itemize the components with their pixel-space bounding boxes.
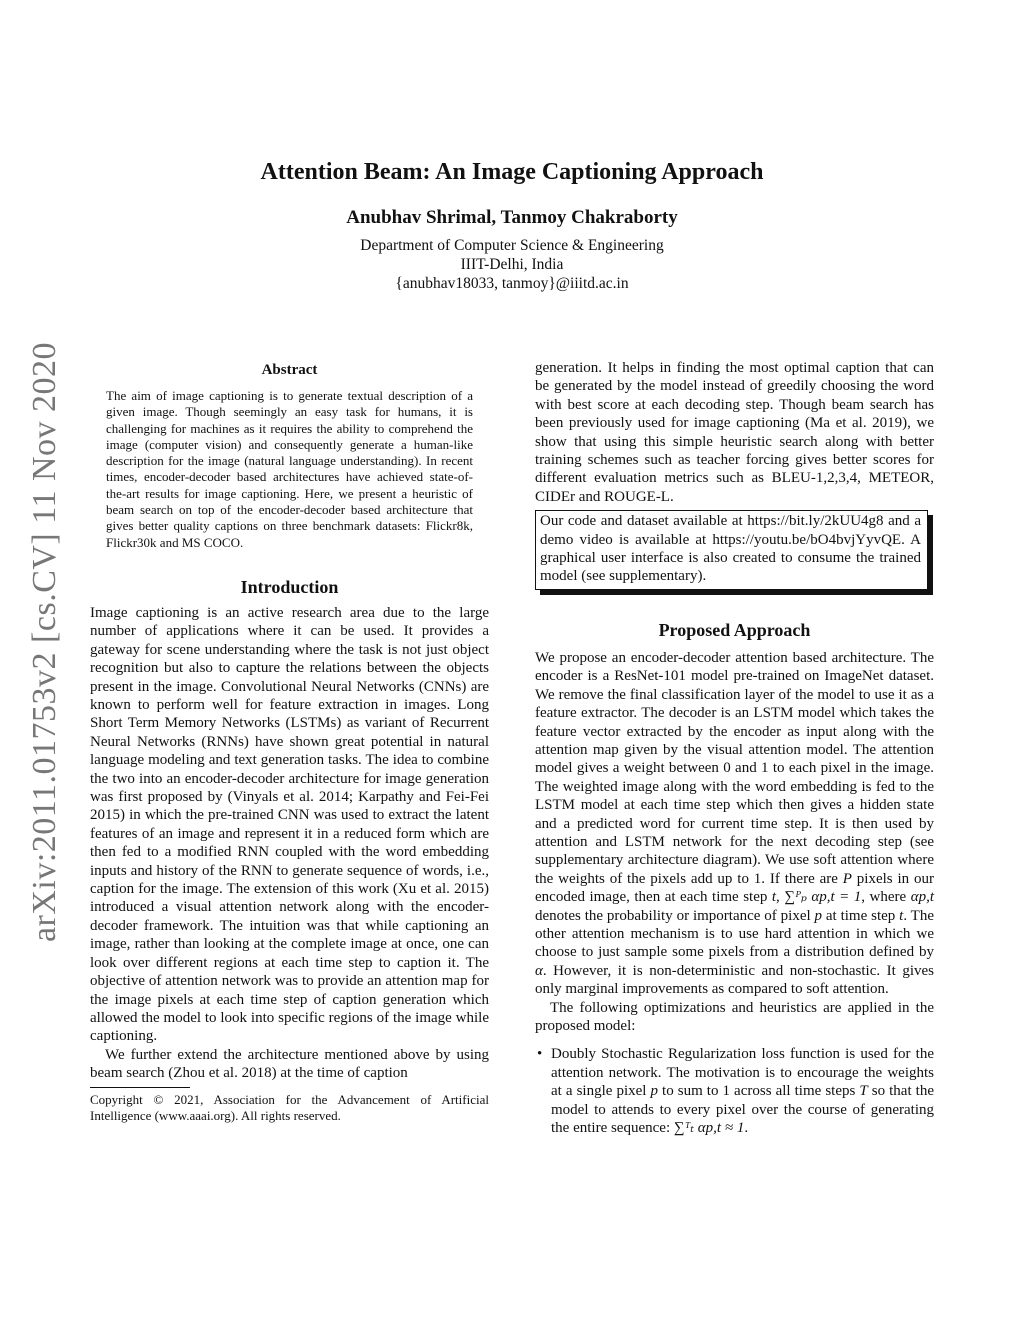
optimizations-list <box>535 1045 934 1137</box>
proposed-approach-paragraph-1: We propose an encoder-decoder attention based architecture. The encoder is a ResNet-101 model pre-trained on ImageNet dataset. We remove the final classification layer of the model to use it as a feature extractor. The decoder is an LSTM model which takes the feature vector extracted by the encoder as input along with the attention map given by the visual attention model. The attention model gives a weight between 0 and 1 to each pixel in the image. The weighted image along with the word embedding is fed to the LSTM model at each time step which then gives a hidden state and a predicted word for current time step. It is then used by attention and LSTM network for the next decoding step (see supplementary architecture diagram). We use soft attention where the weights of the pixels add up to 1. If there are P pixels in our encoded image, then at each time step t, ∑ᴾₚ αp,t = 1, where αp,t denotes the probability or importance of pixel p at time step t. The other attention mechanism is to use hard attention in which we choose to just sample some pixels from a distribution defined by α. However, it is non-deterministic and non-stochastic. It gives only marginal improvements as compared to soft attention. <box>535 649 934 998</box>
arxiv-side-label <box>26 341 63 943</box>
affiliation-block <box>0 236 1024 293</box>
introduction-paragraph-1: Image captioning is an active research area due to the large number of applications where it can be used. It provides a gateway for scene understanding where the task is not just object recognition but also to capture the relations between the objects present in the image. Convolutional Neural Networks (CNNs) are known to perform well for feature extraction in images. Long Short Term Memory Networks (LSTMs) as variant of Recurrent Neural Networks (RNNs) have shown great potential in natural language modeling and text generation tasks. The idea to combine the two into an encoder-decoder architecture for image generation was first proposed by (Vinyals et al. 2014; Karpathy and Fei-Fei 2015) in which the pre-trained CNN was used to extract the latent features of an image and represent it in a reduced form which are then fed to a modified RNN coupled with the word embedding inputs and history of the RNN to generate sequence of words, i.e., caption for the image. The extension of this work (Xu et al. 2015) introduced a visual attention network along with the encoder-decoder framework. The intuition was that while captioning an image, rather than looking at the complete image at once, one can look over different regions at each time step to caption it. The objective of attention network was to provide an attention map for the image pixels at each time step of caption generation which allowed the model to look into specific regions of the image while captioning. <box>90 604 489 1045</box>
proposed-approach-heading: Proposed Approach <box>658 619 811 640</box>
author-emails: {anubhav18033, tanmoy}@iiitd.ac.in <box>395 275 629 292</box>
introduction-heading: Introduction <box>240 576 339 597</box>
paper-title: Attention Beam: An Image Captioning Approach <box>260 159 764 185</box>
code-availability-text: Our code and dataset available at https://bit.ly/2kUU4g8 and a demo video is available at https://youtu.be/bO4bvjYyvQE. A graphical user interface is also created to consume the trained model (see supplementary). <box>540 513 921 585</box>
introduction-paragraph-2: We further extend the architecture mentioned above by using beam search (Zhou et al. 2018) at the time of caption <box>90 1046 489 1082</box>
footnote-rule <box>90 1087 190 1088</box>
right-column <box>535 359 934 1137</box>
sum-formula: ∑ᴾₚ αp,t = 1 <box>784 889 862 906</box>
list-item: • Doubly Stochastic Regularization loss function is used for the attention network. The motivation is to encourage the weights at a single pixel p to sum to 1 across all time steps T so that the model to attends to every pixel over the course of generating the entire sequence: ∑ᵀₜ αp,t ≈ 1. <box>535 1045 934 1137</box>
introduction-paragraph-2-continued: generation. It helps in finding the most optimal caption that can be generated by the model instead of greedily choosing the word with best score at each decoding step. Though beam search has been previously used for image captioning (Ma et al. 2019), we show that using this simple heuristic search along with better training schemes such as teacher forcing gives better scores for different evaluation metrics such as BLEU-1,2,3,4, METEOR, CIDEr and ROUGE-L. <box>535 360 934 505</box>
abstract-heading: Abstract <box>261 362 318 378</box>
attention-sum-formula: ∑ᵀₜ αp,t ≈ 1 <box>673 1120 745 1137</box>
arxiv-identifier: arXiv:2011.01753v2 [cs.CV] 11 Nov 2020 <box>26 341 63 943</box>
department: Department of Computer Science & Engineering <box>360 237 664 254</box>
paper-authors: Anubhav Shrimal, Tanmoy Chakraborty <box>346 207 678 228</box>
left-column <box>90 362 489 1124</box>
code-availability-box <box>535 510 928 590</box>
copyright-notice: Copyright © 2021, Association for the Advancement of Artificial Intelligence (www.aaai.org). All rights reserved. <box>90 1091 489 1123</box>
proposed-approach-paragraph-2: The following optimizations and heuristics are applied in the proposed model: <box>535 999 934 1034</box>
institution: IIIT-Delhi, India <box>460 256 564 273</box>
abstract-text: The aim of image captioning is to generate textual description of a given image. Though seemingly an easy task for humans, it is challenging for machines as it requires the ability to comprehend the image (computer vision) and consequently generate a human-like description for the image (natural language understanding). In recent times, encoder-decoder based architectures have achieved state-of-the-art results for image captioning. Here, we present a heuristic of beam search on top of the encoder-decoder based architecture that gives better quality captions on three benchmark datasets: Flickr8k, Flickr30k and MS COCO. <box>106 388 473 550</box>
